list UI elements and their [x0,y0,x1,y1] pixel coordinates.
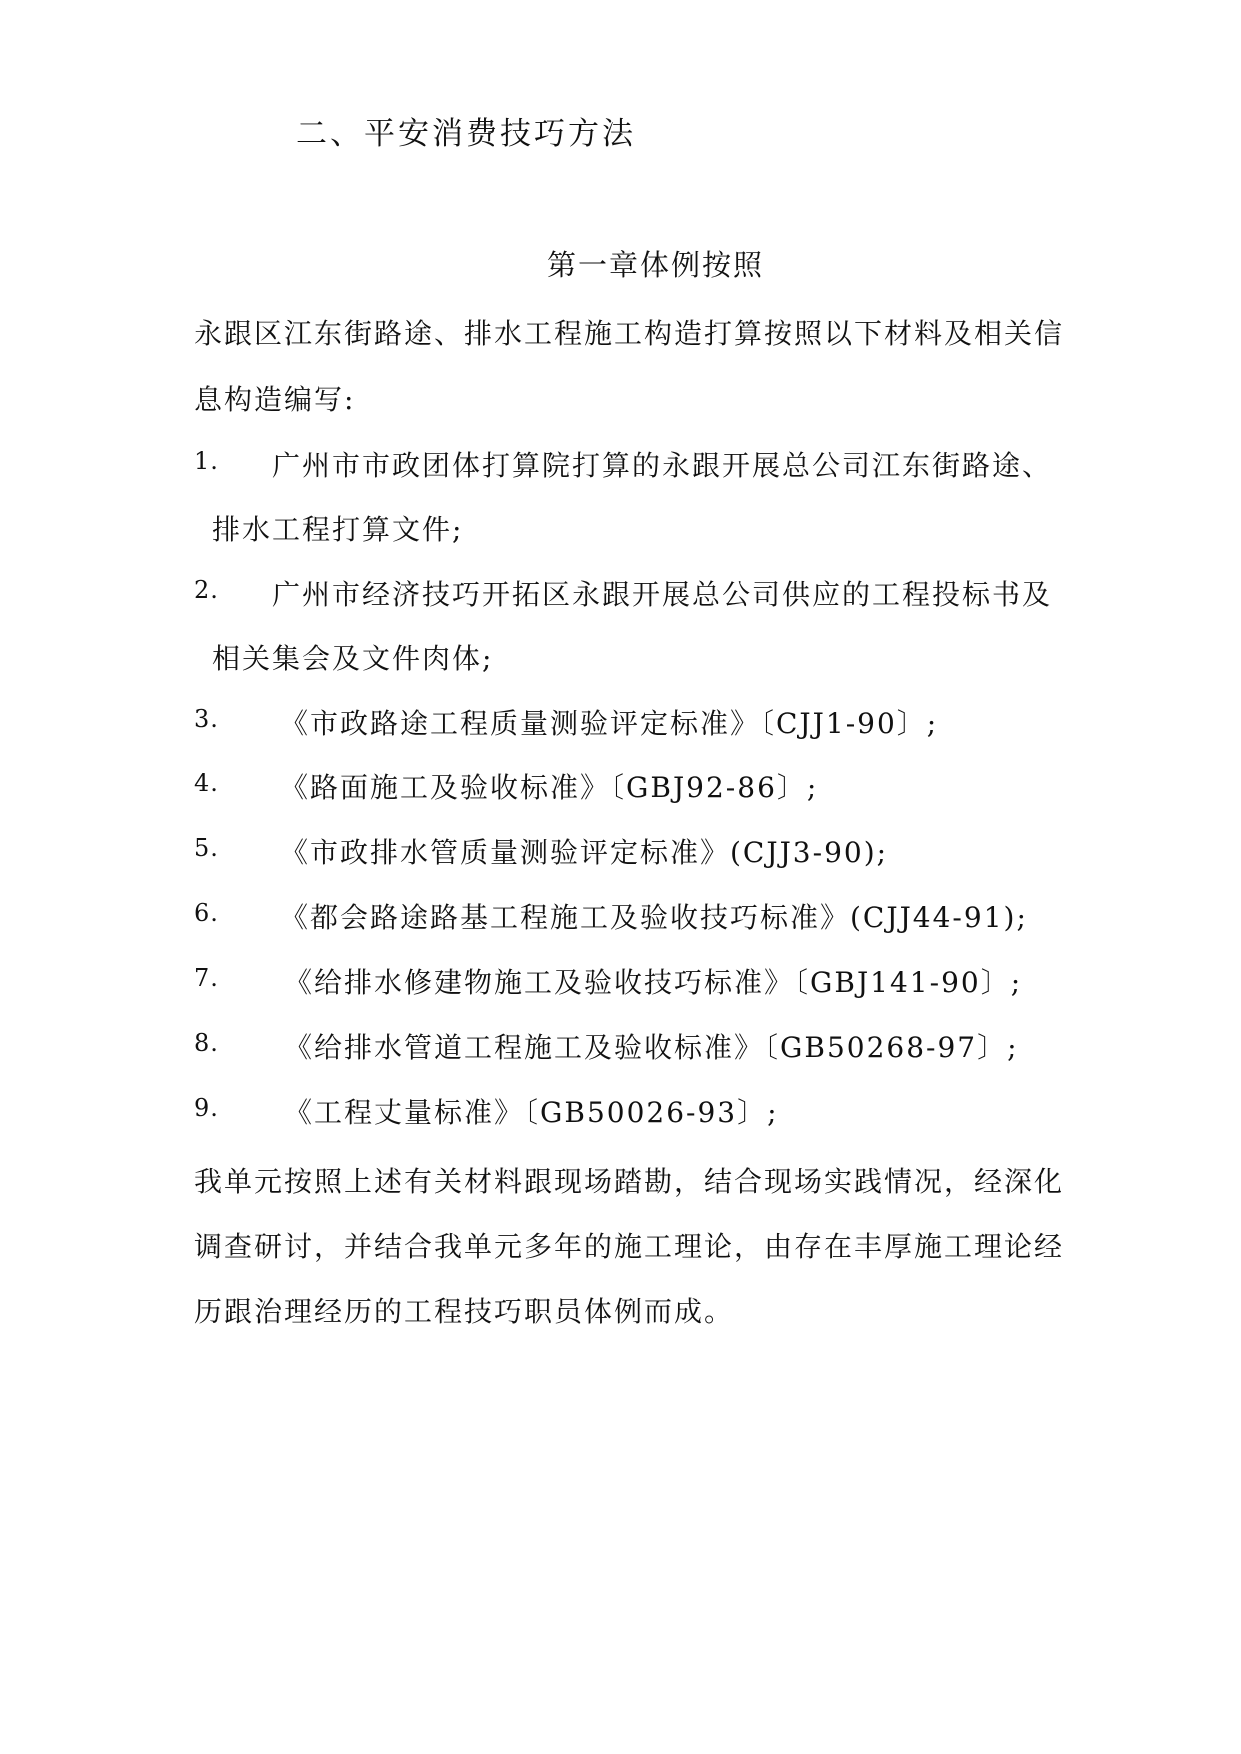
list-item-number: 2. [194,576,219,604]
list-item-number: 1. [194,447,219,475]
conclusion-line-2: 调查研讨，并结合我单元多年的施工理论，由存在丰厚施工理论经 [194,1230,1065,1263]
list-item-text: 广州市经济技巧开拓区永跟开展总公司供应的工程投标书及 [272,578,1053,611]
intro-line-2: 息构造编写: [194,383,356,416]
list-item-number: 4. [194,769,219,797]
list-item-text: 《路面施工及验收标准》〔GBJ92-86〕; [280,771,819,804]
conclusion-line-3: 历跟治理经历的工程技巧职员体例而成。 [194,1295,735,1328]
list-item-text: 《给排水修建物施工及验收技巧标准》〔GBJ141-90〕; [284,966,1023,999]
list-item-text: 广州市市政团体打算院打算的永跟开展总公司江东街路途、 [272,449,1053,482]
chapter-title: 第一章体例按照 [546,248,764,282]
list-item-number: 7. [194,964,219,992]
list-item-text: 《给排水管道工程施工及验收标准》〔GB50268-97〕; [284,1031,1019,1064]
list-item-number: 5. [194,834,219,862]
list-item-continuation: 排水工程打算文件; [212,513,464,546]
list-item-number: 6. [194,899,219,927]
list-item-continuation: 相关集会及文件肉体; [212,642,494,675]
list-item-text: 《工程丈量标准》〔GB50026-93〕; [284,1096,779,1129]
list-item-number: 8. [194,1029,219,1057]
list-item-number: 9. [194,1094,219,1122]
conclusion-line-1: 我单元按照上述有关材料跟现场踏勘，结合现场实践情况，经深化 [194,1165,1065,1198]
list-item-number: 3. [194,705,219,733]
list-item-text: 《都会路途路基工程施工及验收技巧标准》(CJJ44-91); [280,901,1028,934]
list-item-text: 《市政排水管质量测验评定标准》(CJJ3-90); [280,836,889,869]
list-item-text: 《市政路途工程质量测验评定标准》〔CJJ1-90〕; [280,707,939,740]
section-heading: 二、平安消费技巧方法 [296,116,636,152]
intro-line-1: 永跟区江东街路途、排水工程施工构造打算按照以下材料及相关信 [194,317,1065,350]
